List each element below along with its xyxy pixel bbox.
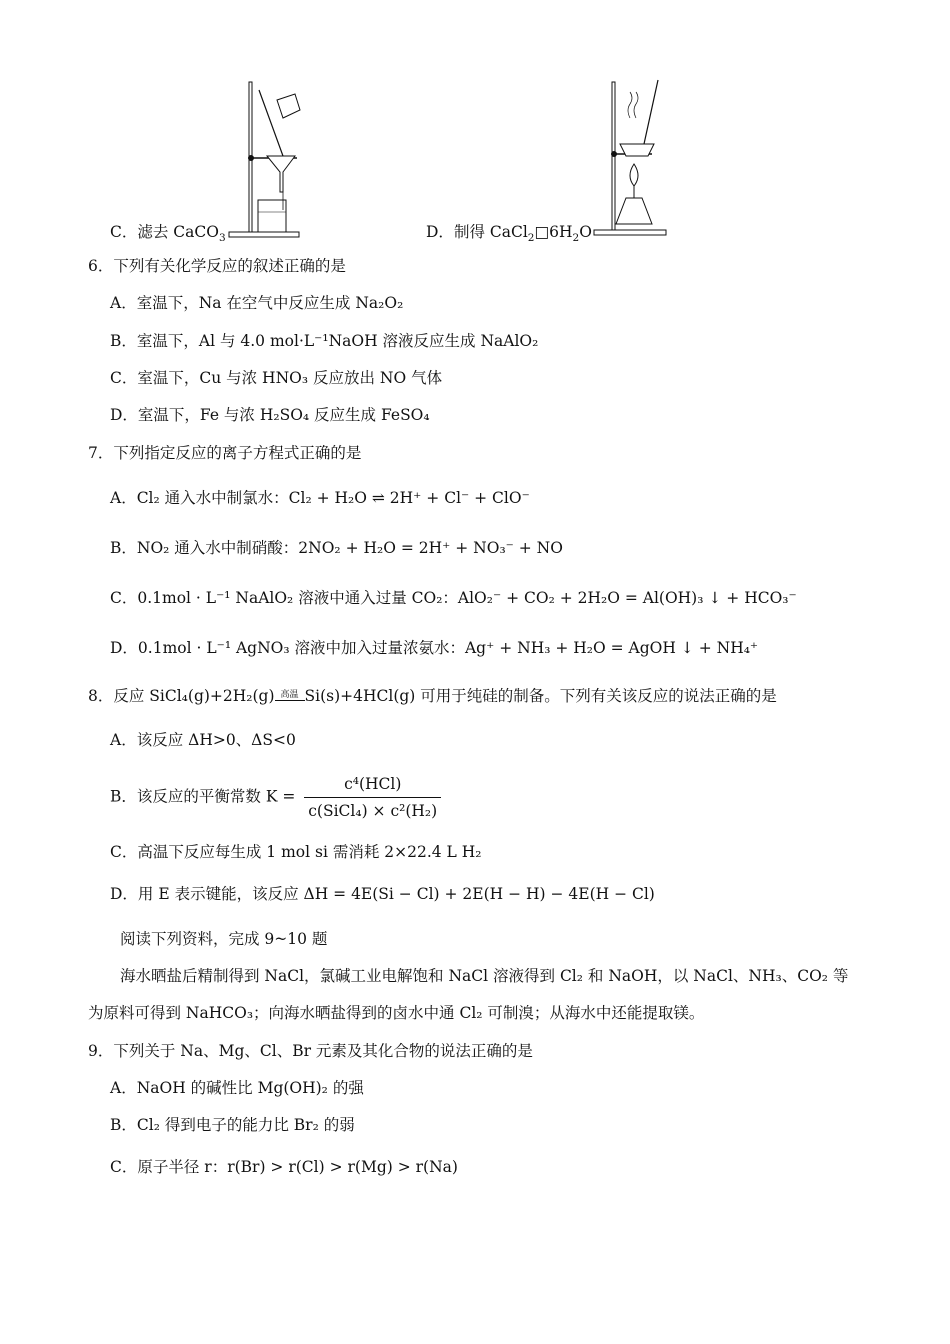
q8-stem-products: Si(s)+4HCl(g) 可用于纯硅的制备。下列有关该反应的说法正确的是 <box>304 687 777 705</box>
q7-option-c: C．0.1mol · L⁻¹ NaAlO₂ 溶液中通入过量 CO₂：AlO₂⁻ + CO₂ + 2H₂O = Al(OH)₃ ↓ + HCO₃⁻ <box>110 589 797 607</box>
q8-option-a: A．该反应 ΔH>0、ΔS<0 <box>110 731 296 749</box>
q8-stem <box>88 686 777 706</box>
fraction-numerator: c⁴(HCl) <box>304 773 441 798</box>
filtration-apparatus-figure <box>225 80 305 240</box>
q9-option-b: B．Cl₂ 得到电子的能力比 Br₂ 的弱 <box>110 1116 355 1134</box>
q5-option-d <box>426 222 592 245</box>
q7-stem: 7．下列指定反应的离子方程式正确的是 <box>88 444 362 462</box>
q6-option-a: A．室温下，Na 在空气中反应生成 Na₂O₂ <box>110 294 404 312</box>
reading-paragraph-line-2: 为原料可得到 NaHCO₃；向海水晒盐得到的卤水中通 Cl₂ 可制溴；从海水中还能提取镁。 <box>88 1004 705 1022</box>
q5-option-d-rest2: O <box>579 223 592 241</box>
q9-option-a: A．NaOH 的碱性比 Mg(OH)₂ 的强 <box>110 1079 364 1097</box>
equilibrium-constant-fraction <box>304 773 441 822</box>
reading-title: 阅读下列资料，完成 9~10 题 <box>120 930 328 948</box>
q9-option-c: C．原子半径 r：r(Br) > r(Cl) > r(Mg) > r(Na) <box>110 1158 458 1176</box>
q5-option-c-sub: 3 <box>218 232 226 245</box>
q5-option-d-sub2: 2 <box>572 232 580 245</box>
q7-option-d: D．0.1mol · L⁻¹ AgNO₃ 溶液中加入过量浓氨水：Ag⁺ + NH₃ + H₂O = AgOH ↓ + NH₄⁺ <box>110 639 759 657</box>
q8-stem-reactants: 8．反应 SiCl₄(g)+2H₂(g) <box>88 687 275 705</box>
q8-reaction-arrow <box>275 690 305 705</box>
fraction-denominator: c(SiCl₄) × c²(H₂) <box>308 802 438 820</box>
q5-option-d-text: 制得 CaCl <box>453 223 528 241</box>
q9-stem: 9．下列关于 Na、Mg、Cl、Br 元素及其化合物的说法正确的是 <box>88 1042 533 1060</box>
q7-option-b: B．NO₂ 通入水中制硝酸：2NO₂ + H₂O = 2H⁺ + NO₃⁻ + NO <box>110 539 563 557</box>
q8-option-b-label: B．该反应的平衡常数 K = <box>110 787 296 806</box>
q8-option-b <box>110 773 445 822</box>
q5-option-d-rest: □6H <box>534 223 573 241</box>
q8-option-c: C．高温下反应每生成 1 mol si 需消耗 2×22.4 L H₂ <box>110 843 482 861</box>
q6-option-d: D．室温下，Fe 与浓 H₂SO₄ 反应生成 FeSO₄ <box>110 406 430 424</box>
q7-option-a: A．Cl₂ 通入水中制氯水：Cl₂ + H₂O ⇌ 2H⁺ + Cl⁻ + ClO⁻ <box>110 489 530 507</box>
q8-reaction-condition: 高温 <box>280 689 299 700</box>
reading-paragraph-line-1: 海水晒盐后精制得到 NaCl，氯碱工业电解饱和 NaCl 溶液得到 Cl₂ 和 NaOH，以 NaCl、NH₃、CO₂ 等 <box>120 967 849 985</box>
q6-option-c: C．室温下，Cu 与浓 HNO₃ 反应放出 NO 气体 <box>110 369 443 387</box>
q6-stem: 6．下列有关化学反应的叙述正确的是 <box>88 257 346 275</box>
q5-option-c <box>110 222 226 245</box>
q8-option-d: D．用 E 表示键能，该反应 ΔH = 4E(Si − Cl) + 2E(H − H) − 4E(H − Cl) <box>110 885 655 903</box>
q5-option-c-letter: C． <box>110 223 138 241</box>
q5-option-d-sub: 2 <box>527 232 535 245</box>
q6-option-b: B．室温下，Al 与 4.0 mol·L⁻¹NaOH 溶液反应生成 NaAlO₂ <box>110 332 539 350</box>
evaporation-apparatus-figure <box>590 78 670 240</box>
q5-option-d-letter: D． <box>426 223 454 241</box>
q5-option-c-text: 滤去 CaCO <box>137 223 219 241</box>
